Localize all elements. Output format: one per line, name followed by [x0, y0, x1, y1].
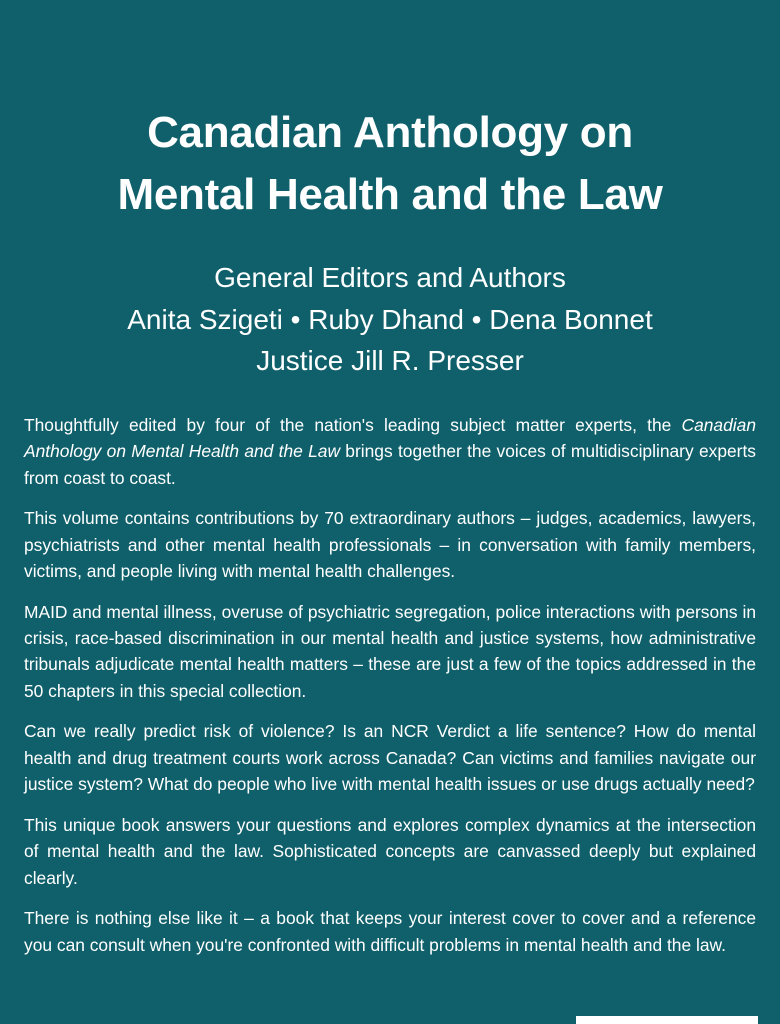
- description-paragraph: [24, 412, 756, 491]
- cover-authors: [22, 257, 758, 382]
- cover-title: [22, 102, 758, 227]
- cover-description: [22, 412, 758, 958]
- description-paragraph: [24, 812, 756, 891]
- cover-title-line-2: Mental Health and the Law: [117, 170, 663, 220]
- paragraph-text: brings together the voices of multidisciplinary experts from coast to coast.: [24, 441, 756, 488]
- author-line-2: Justice Jill R. Presser: [256, 345, 524, 377]
- paragraph-text: This unique book answers your questions and explores complex dynamics at the intersection of mental health and the law. Sophisticated concepts are canvassed deeply but explained clearly.: [24, 814, 756, 888]
- paragraph-text: MAID and mental illness, overuse of psychiatric segregation, police interactions with persons in crisis, race-based discrimination in our mental health and justice systems, how administrative tribunals adjudicate mental health matters – these are just a few of the topics addressed in the 50 chapters in this special collection.: [24, 601, 756, 701]
- paragraph-text: Can we really predict risk of violence? Is an NCR Verdict a life sentence? How do mental health and drug treatment courts work across Canada? Can victims and families navigate our justice system? What do people who live with mental health issues or use drugs actually need?: [24, 721, 756, 795]
- editors-label: General Editors and Authors: [214, 261, 566, 293]
- cover-title-line-1: Canadian Anthology on: [147, 108, 633, 157]
- description-paragraph: [24, 505, 756, 584]
- paragraph-text: There is nothing else like it – a book that keeps your interest cover to cover and a reference you can consult when you're confronted with difficult problems in mental health and the law.: [24, 908, 756, 955]
- description-paragraph: [24, 718, 756, 797]
- bottom-accent-bar: [576, 1016, 758, 1024]
- description-paragraph: [24, 905, 756, 958]
- paragraph-text: Thoughtfully edited by four of the nation's leading subject matter experts, the: [24, 414, 682, 435]
- book-title-emphasis: Canadian Anthology on Mental Health and the Law: [24, 414, 756, 462]
- author-line-1: Anita Szigeti • Ruby Dhand • Dena Bonnet: [127, 303, 653, 335]
- description-paragraph: [24, 599, 756, 705]
- paragraph-text: This volume contains contributions by 70 extraordinary authors – judges, academics, lawyers, psychiatrists and other mental health professionals – in conversation with family members, victims, and people living with mental health challenges.: [24, 508, 756, 582]
